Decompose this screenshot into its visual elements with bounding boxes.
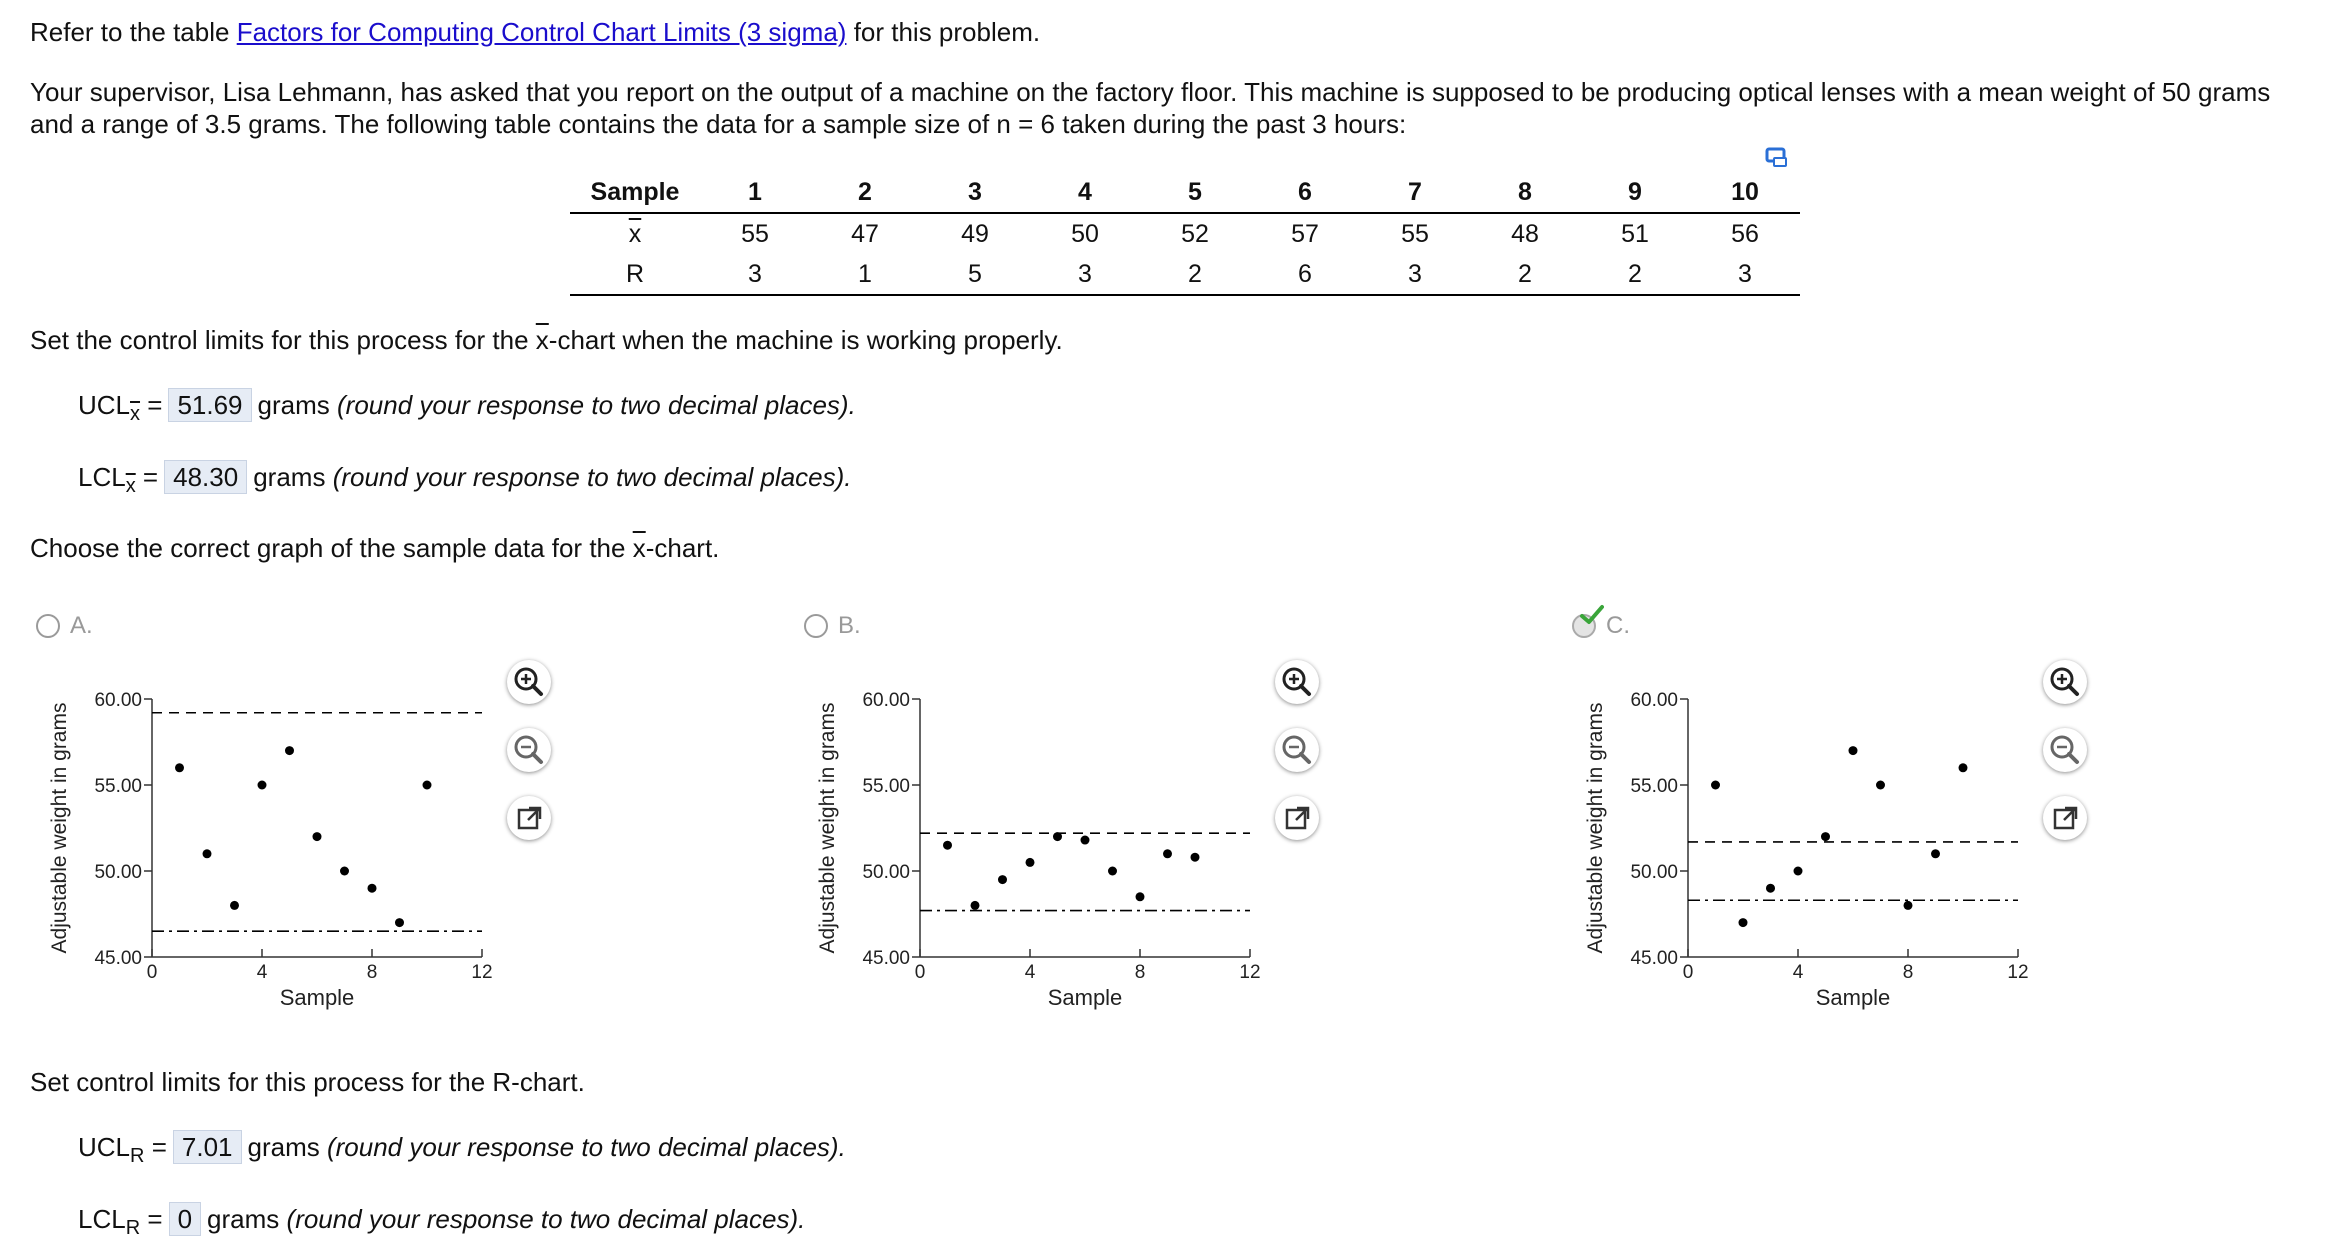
table-row [570,254,1800,295]
table-cell: 2 [1470,254,1580,295]
data-point [340,867,349,876]
table-cell: 2 [810,172,920,213]
data-point [1136,892,1145,901]
y-axis-label: Adjustable weight in grams [48,702,71,954]
x-axis-label: Sample [1047,985,1123,1010]
data-point [1163,849,1172,858]
data-point [1026,858,1035,867]
rchart-instruction: Set control limits for this process for the R-chart. [30,1067,585,1097]
data-point [943,841,952,850]
ucl-r-row: $UCL_R = 7.01$ grams (round your response to two decimal places). [78,1132,846,1168]
sample-data-table [570,172,1800,296]
y-tick-label: 55.00 [1630,776,1678,797]
data-point [285,746,294,755]
data-point [230,901,239,910]
data-point [1711,781,1720,790]
table-cell: 57 [1291,219,1319,248]
data-point [1959,763,1968,772]
x-tick-label: 12 [2007,962,2029,983]
data-point [1191,853,1200,862]
option-a-radio[interactable] [36,614,60,638]
x-tick-label: 12 [1239,962,1261,983]
data-point [175,763,184,772]
zoom-in-icon[interactable] [2043,660,2087,704]
x-tick-label: 4 [1024,962,1036,983]
data-point [1821,832,1830,841]
x-tick-label: 4 [1792,962,1804,983]
chart-option-b [808,655,1268,1025]
x-tick-label: 0 [146,962,158,983]
open-external-icon[interactable] [507,796,551,840]
x-tick-label: 0 [1682,962,1694,983]
y-tick-label: 50.00 [862,862,910,883]
x-tick-label: 8 [1134,962,1146,983]
intro-line: Refer to the table Factors for Computing Control Chart Limits (3 sigma) for this problem. [30,17,1041,47]
x-axis-label: Sample [1815,985,1891,1010]
y-tick-label: 60.00 [94,690,142,711]
x-tick-label: 12 [471,962,493,983]
table-cell: 47 [851,219,879,248]
problem-line-2: and a range of 3.5 grams. The following table contains the data for a sample size of n = 6 taken during the past 3 hours: [30,109,1407,139]
problem-line-1: Your supervisor, Lisa Lehmann, has asked that you report on the output of a machine on the factory floor. This machine is supposed to be producing optical lenses with a mean weight of 50 grams [30,77,2271,107]
factors-table-link[interactable]: Factors for Computing Control Chart Limits (3 sigma) [236,17,847,47]
table-cell: 9 [1580,172,1690,213]
table-cell: 4 [1030,172,1140,213]
data-point [1081,836,1090,845]
zoom-out-icon[interactable] [507,728,551,772]
lcl-r-row: $LCL_R = 0$ grams (round your response to two decimal places). [78,1204,806,1240]
table-xbar-label: $\overline{x}$ [628,219,642,248]
table-cell: 3 [1030,254,1140,295]
zoom-in-icon[interactable] [507,660,551,704]
table-cell: 1 [810,254,920,295]
check-icon [1580,604,1604,633]
table-cell: 3 [920,172,1030,213]
zoom-in-icon[interactable] [1275,660,1319,704]
choose-graph-instruction: Choose the correct graph of the sample data for the $\overline{x}$-chart. [30,533,720,563]
table-cell: 2 [1580,254,1690,295]
table-cell: 7 [1360,172,1470,213]
zoom-out-icon[interactable] [2043,728,2087,772]
table-row [570,172,1800,213]
table-r-label: R [570,254,700,295]
table-cell: 50 [1071,219,1099,248]
data-point [1849,746,1858,755]
lcl-r-answer[interactable]: 0 [169,1202,201,1236]
x-tick-label: 8 [366,962,378,983]
table-cell: 10 [1690,172,1800,213]
table-cell: 55 [741,219,769,248]
y-tick-label: 55.00 [862,776,910,797]
option-b-label: B. [838,612,861,639]
data-point [1766,884,1775,893]
y-tick-label: 60.00 [862,690,910,711]
data-point [368,884,377,893]
data-point [1739,918,1748,927]
x-axis-label: Sample [279,985,355,1010]
ucl-x-answer[interactable]: 51.69 [168,388,251,422]
table-cell: 3 [1690,254,1800,295]
table-cell: 5 [920,254,1030,295]
chart-option-c [1576,655,2036,1025]
lcl-x-answer[interactable]: 48.30 [164,460,247,494]
data-point [1053,832,1062,841]
x-tick-label: 4 [256,962,268,983]
data-point [1904,901,1913,910]
y-tick-label: 45.00 [94,948,142,969]
table-cell: 56 [1731,219,1759,248]
open-external-icon[interactable] [2043,796,2087,840]
data-point [1931,849,1940,858]
y-tick-label: 45.00 [862,948,910,969]
chart-option-a [40,655,500,1025]
table-row [570,213,1800,254]
lcl-x-row: $LCL_{\overline{x}} = 48.30$ grams (round your response to two decimal places). [78,462,852,498]
x-tick-label: 0 [914,962,926,983]
table-cell: 5 [1140,172,1250,213]
data-point [1876,781,1885,790]
table-cell: 55 [1401,219,1429,248]
data-point [998,875,1007,884]
y-tick-label: 55.00 [94,776,142,797]
table-cell: 3 [1360,254,1470,295]
table-cell: 51 [1621,219,1649,248]
table-cell: 6 [1250,254,1360,295]
option-b-radio[interactable] [804,614,828,638]
y-tick-label: 50.00 [94,862,142,883]
table-cell: 52 [1181,219,1209,248]
data-point [395,918,404,927]
ucl-x-row: $UCL_{\overline{x}} = 51.69$ grams (round your response to two decimal places). [78,390,856,426]
table-cell: 8 [1470,172,1580,213]
data-point [423,781,432,790]
table-header-sample: Sample [570,172,700,213]
open-external-icon[interactable] [1275,796,1319,840]
table-copy-icon[interactable] [1765,146,1789,168]
y-tick-label: 60.00 [1630,690,1678,711]
ucl-r-answer[interactable]: 7.01 [173,1130,242,1164]
table-cell: 48 [1511,219,1539,248]
table-cell: 2 [1140,254,1250,295]
table-cell: 3 [700,254,810,295]
y-axis-label: Adjustable weight in grams [816,702,839,954]
option-c-label: C. [1606,612,1630,639]
data-point [1108,867,1117,876]
y-tick-label: 50.00 [1630,862,1678,883]
y-tick-label: 45.00 [1630,948,1678,969]
data-point [313,832,322,841]
table-cell: 1 [700,172,810,213]
table-cell: 49 [961,219,989,248]
xchart-instruction: Set the control limits for this process for the $\overline{x}$-chart when the machine is working properly. [30,325,1063,355]
x-tick-label: 8 [1902,962,1914,983]
data-point [258,781,267,790]
zoom-out-icon[interactable] [1275,728,1319,772]
data-point [971,901,980,910]
option-a-label: A. [70,612,93,639]
data-point [1794,867,1803,876]
y-axis-label: Adjustable weight in grams [1584,702,1607,954]
table-cell: 6 [1250,172,1360,213]
data-point [203,849,212,858]
